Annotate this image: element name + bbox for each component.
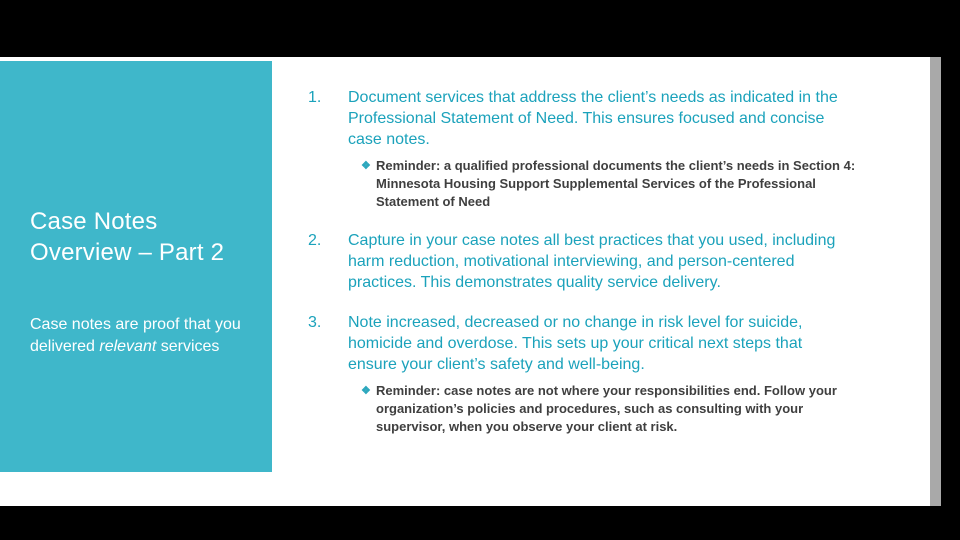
diamond-bullet-icon: ❖	[361, 385, 371, 397]
subtitle-text-post: services	[156, 338, 220, 355]
subtitle-text-pre: Case notes are proof that you delivered	[30, 316, 241, 355]
reminder-text: Reminder: a qualified professional documents the client’s needs in Section 4: Minnesota Housing Support Supplemental Services of the Professional Statement of Need	[376, 158, 856, 209]
item-body	[348, 230, 868, 293]
numbered-item-2	[308, 230, 868, 293]
item-number: 2.	[308, 232, 322, 249]
item-number: 3.	[308, 314, 322, 331]
subtitle-text-italic: relevant	[99, 338, 157, 355]
reminder-note	[348, 382, 858, 436]
slide-body	[308, 87, 868, 436]
slide-title-line-1: Case Notes	[30, 208, 158, 235]
reminder-text: Reminder: case notes are not where your responsibilities end. Follow your organization’s policies and procedures, such as consulting with your supervisor, when you observe your client at risk.	[376, 383, 837, 434]
item-body	[348, 87, 868, 211]
reminder-note	[348, 157, 858, 211]
item-text: Note increased, decreased or no change in risk level for suicide, homicide and overdose. This sets up your critical next steps that ensure your client’s safety and well-being.	[348, 314, 803, 373]
title-panel	[0, 61, 272, 472]
item-body	[348, 312, 868, 436]
slide-title-line-2: Overview – Part 2	[30, 239, 225, 266]
numbered-item-1	[308, 87, 868, 211]
scrollbar[interactable]	[930, 57, 941, 506]
diamond-bullet-icon: ❖	[361, 160, 371, 172]
item-number: 1.	[308, 89, 322, 106]
presentation-slide	[0, 57, 930, 506]
slide-title	[30, 206, 246, 268]
item-text: Document services that address the client’s needs as indicated in the Professional Statement of Need. This ensures focused and concise case notes.	[348, 89, 838, 148]
numbered-item-3	[308, 312, 868, 436]
item-text: Capture in your case notes all best practices that you used, including harm reduction, motivational interviewing, and person-centered practices. This demonstrates quality service delivery.	[348, 232, 836, 291]
slide-subtitle	[30, 314, 246, 358]
